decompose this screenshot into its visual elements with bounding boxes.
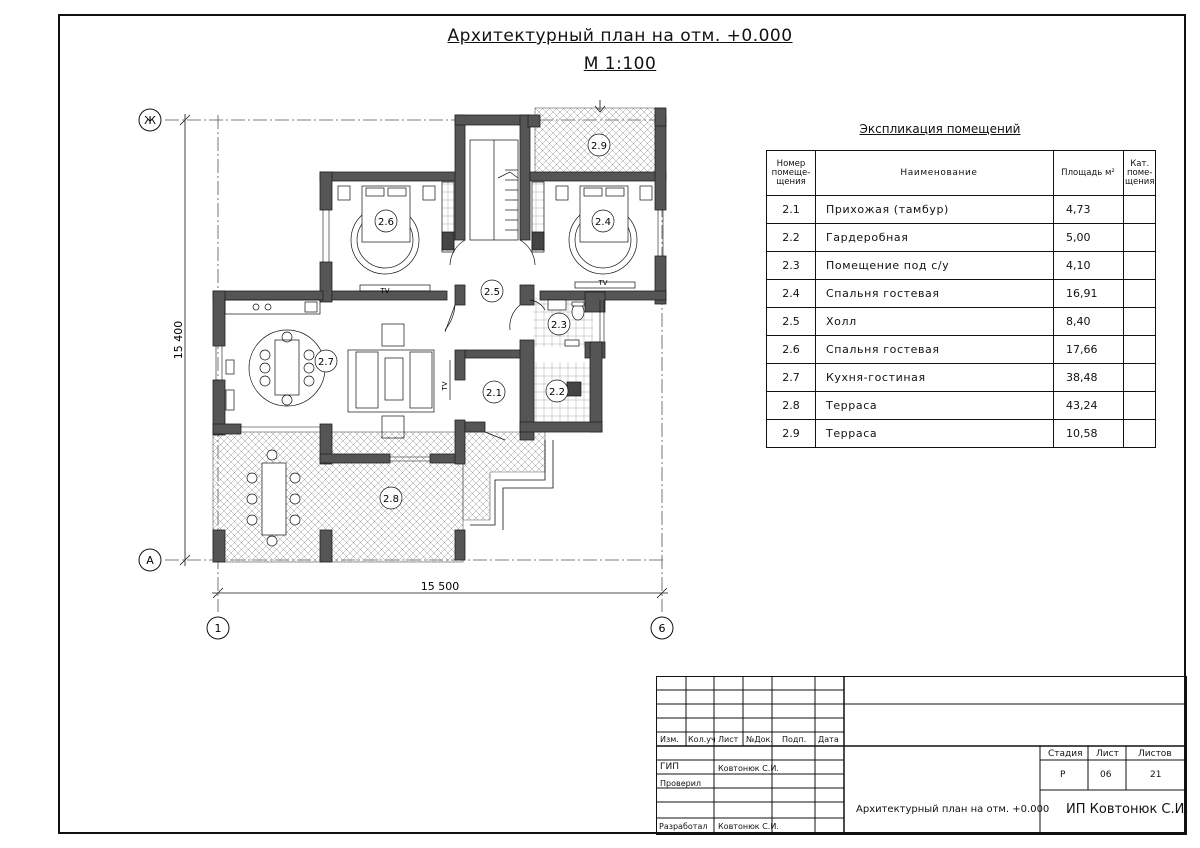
room-area: 16,91	[1054, 280, 1124, 308]
explication-row	[767, 308, 1156, 336]
svg-text:Ж: Ж	[144, 114, 156, 127]
room-number: 2.3	[767, 252, 816, 280]
room-area: 43,24	[1054, 392, 1124, 420]
room-number: 2.7	[767, 364, 816, 392]
room-tag-2-1	[483, 381, 505, 403]
stamp-role-gip: ГИП	[660, 762, 679, 772]
svg-text:2.9: 2.9	[591, 141, 607, 152]
staircase	[470, 140, 518, 240]
room-area: 38,48	[1054, 364, 1124, 392]
explication-row	[767, 364, 1156, 392]
stamp-sheet-label: Лист	[1096, 749, 1119, 759]
explication-title: Экспликация помещений	[859, 122, 1021, 136]
kitchen-living-furniture	[225, 300, 450, 438]
room-name: Терраса	[816, 392, 1054, 420]
svg-text:2.7: 2.7	[318, 357, 334, 368]
bed-room-2-6	[338, 182, 454, 291]
explication-row	[767, 280, 1156, 308]
explication-row	[767, 224, 1156, 252]
room-category	[1124, 336, 1156, 364]
svg-text:2.4: 2.4	[595, 217, 611, 228]
room-name: Спальня гостевая	[816, 336, 1054, 364]
col-category: Кат. поме-щения	[1124, 151, 1156, 196]
stamp-col-ndoc: №Док.	[746, 735, 773, 744]
stamp-name-gip: Ковтонюк С.И.	[718, 764, 779, 773]
axis-bubble-1	[207, 617, 229, 639]
stamp-sheet: 06	[1100, 770, 1112, 780]
terrace-2-8-extension	[463, 432, 545, 520]
stamp-stage: Р	[1060, 770, 1066, 780]
col-name: Наименование	[816, 151, 1054, 196]
room-tag-2-8	[380, 487, 402, 509]
svg-text:1: 1	[214, 622, 222, 635]
axis-bubble-a	[139, 549, 161, 571]
room-name: Прихожая (тамбур)	[816, 196, 1054, 224]
stamp-sheet-title: Архитектурный план на отм. +0.000	[856, 804, 1050, 815]
svg-text:А: А	[146, 554, 154, 567]
stamp-col-podp: Подп.	[782, 735, 807, 744]
room-area: 17,66	[1054, 336, 1124, 364]
stamp-col-data: Дата	[818, 735, 839, 744]
room-area: 10,58	[1054, 420, 1124, 448]
stamp-col-izm: Изм.	[660, 735, 679, 744]
room-name: Кухня-гостиная	[816, 364, 1054, 392]
explication-row	[767, 392, 1156, 420]
room-category	[1124, 364, 1156, 392]
axis-bubble-zh	[139, 109, 161, 131]
stamp-name-developer: Ковтонюк С.И.	[718, 822, 779, 831]
room-number: 2.1	[767, 196, 816, 224]
room-name: Спальня гостевая	[816, 280, 1054, 308]
room-category	[1124, 196, 1156, 224]
stamp-role-checked: Проверил	[660, 779, 702, 788]
svg-text:2.8: 2.8	[383, 494, 399, 505]
room-category	[1124, 308, 1156, 336]
svg-text:2.1: 2.1	[486, 388, 502, 399]
room-name: Терраса	[816, 420, 1054, 448]
room-number: 2.6	[767, 336, 816, 364]
room-name: Помещение под с/у	[816, 252, 1054, 280]
svg-text:2.3: 2.3	[551, 320, 567, 331]
stamp-role-developer: Разработал	[659, 822, 708, 831]
room-category	[1124, 280, 1156, 308]
tv-label-2-4: TV	[598, 279, 608, 287]
room-area: 5,00	[1054, 224, 1124, 252]
room-category	[1124, 420, 1156, 448]
svg-text:2.5: 2.5	[484, 287, 500, 298]
svg-text:2.6: 2.6	[378, 217, 394, 228]
col-number: Номер помеще-щения	[767, 151, 816, 196]
room-area: 4,10	[1054, 252, 1124, 280]
room-category	[1124, 252, 1156, 280]
room-area: 4,73	[1054, 196, 1124, 224]
bed-room-2-4	[532, 182, 652, 288]
room-tag-2-7	[315, 350, 337, 372]
room-tag-2-6	[375, 210, 397, 232]
drawing-scale: М 1:100	[583, 54, 657, 74]
dim-horizontal: 15 500	[420, 580, 460, 593]
explication-row	[767, 420, 1156, 448]
svg-text:2.2: 2.2	[549, 387, 565, 398]
room-category	[1124, 392, 1156, 420]
room-tag-2-2	[546, 380, 568, 402]
room-number: 2.2	[767, 224, 816, 252]
room-area: 8,40	[1054, 308, 1124, 336]
explication-header-row	[767, 151, 1156, 196]
explication-row	[767, 196, 1156, 224]
room-number: 2.9	[767, 420, 816, 448]
axis-bubble-6	[651, 617, 673, 639]
stamp-organization: ИП Ковтонюк С.И.	[1066, 802, 1189, 817]
dim-vertical: 15 400	[172, 320, 185, 360]
stamp-sheets-label: Листов	[1138, 749, 1172, 759]
room-tag-2-9	[588, 134, 610, 156]
room-category	[1124, 224, 1156, 252]
svg-text:6: 6	[658, 622, 666, 635]
stamp-col-koluch: Кол.уч	[688, 735, 716, 744]
room-number: 2.8	[767, 392, 816, 420]
explication-row	[767, 336, 1156, 364]
room-tag-2-4	[592, 210, 614, 232]
explication-table	[766, 150, 1156, 448]
room-number: 2.4	[767, 280, 816, 308]
room-tag-2-3	[548, 313, 570, 335]
drawing-title: Архитектурный план на отм. +0.000	[447, 26, 793, 46]
room-name: Холл	[816, 308, 1054, 336]
room-tag-2-5	[481, 280, 503, 302]
col-area: Площадь м²	[1054, 151, 1124, 196]
stamp-sheets: 21	[1150, 770, 1162, 780]
stamp-col-list: Лист	[718, 735, 739, 744]
room-name: Гардеробная	[816, 224, 1054, 252]
tv-label-2-7: TV	[441, 381, 449, 391]
explication-row	[767, 252, 1156, 280]
room-number: 2.5	[767, 308, 816, 336]
tv-label-2-6: TV	[380, 287, 390, 295]
stamp-stage-label: Стадия	[1048, 749, 1083, 759]
